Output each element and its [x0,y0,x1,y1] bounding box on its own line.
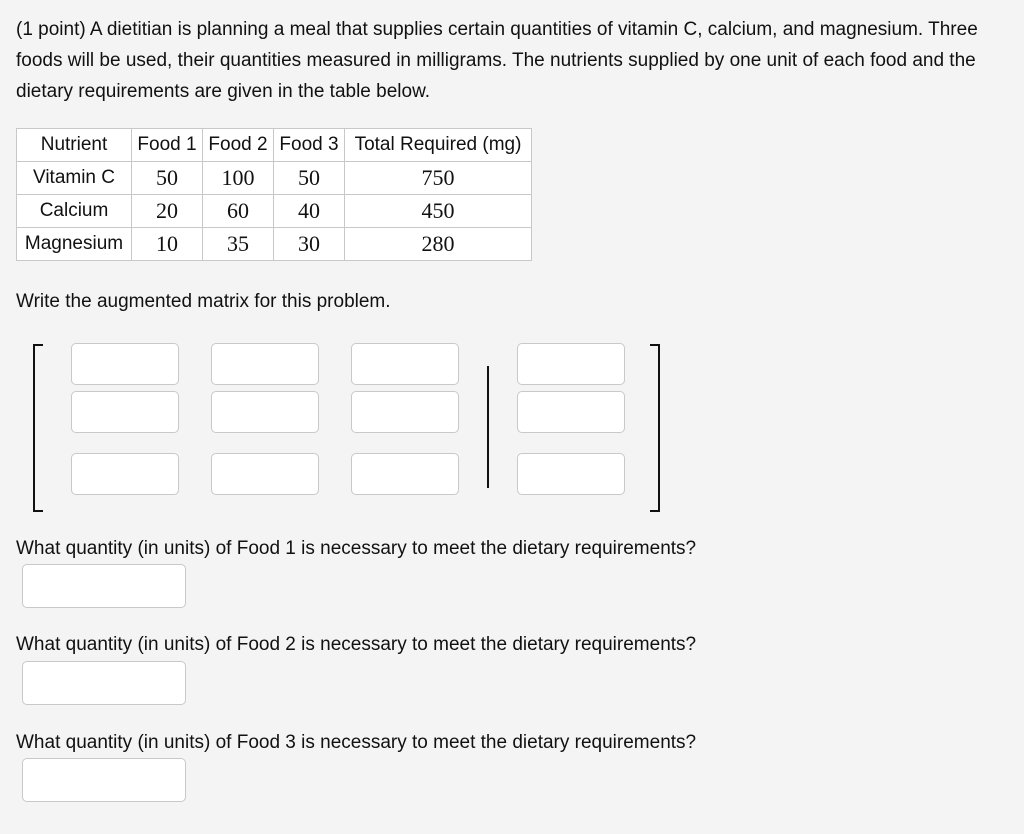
matrix-input-r2-c3[interactable] [351,391,459,433]
question-food-2: What quantity (in units) of Food 2 is necessary to meet the dietary requirements? [16,634,697,655]
column-header: Food 3 [274,129,345,162]
matrix-input-r3-rhs[interactable] [517,453,625,495]
left-bracket [33,344,43,512]
table-header-row [17,129,532,162]
table-cell: Calcium [17,195,132,228]
matrix-input-r1-c2[interactable] [211,343,319,385]
question-food-3: What quantity (in units) of Food 3 is necessary to meet the dietary requirements? [16,732,697,753]
table-cell: Vitamin C [17,162,132,195]
table-cell: Magnesium [17,228,132,261]
matrix-input-r2-rhs[interactable] [517,391,625,433]
table-cell: 750 [345,162,532,195]
column-header: Nutrient [17,129,132,162]
nutrient-table [16,128,532,261]
table-cell: 280 [345,228,532,261]
table-cell: 450 [345,195,532,228]
answer-input-food-2[interactable] [22,661,186,705]
table-row [17,162,532,195]
table-cell: 35 [203,228,274,261]
augmentation-bar [487,366,489,488]
matrix-input-r3-c3[interactable] [351,453,459,495]
right-bracket [650,344,660,512]
table-row [17,228,532,261]
column-header: Food 2 [203,129,274,162]
table-cell: 60 [203,195,274,228]
matrix-input-r2-c2[interactable] [211,391,319,433]
answer-input-food-1[interactable] [22,564,186,608]
table-cell: 40 [274,195,345,228]
table-cell: 10 [132,228,203,261]
matrix-input-r3-c2[interactable] [211,453,319,495]
matrix-input-r3-c1[interactable] [71,453,179,495]
column-header: Food 1 [132,129,203,162]
column-header: Total Required (mg) [345,129,532,162]
matrix-input-r2-c1[interactable] [71,391,179,433]
matrix-input-r1-c3[interactable] [351,343,459,385]
table-cell: 50 [132,162,203,195]
problem-statement: (1 point) A dietitian is planning a meal that supplies certain quantities of vitamin C, calcium, and magnesium. Three foods will be used, their quantities measured in milligrams. The nutrients supplied by one unit of each food and the dietary requirements are given in the table below. [16,19,978,102]
matrix-input-r1-rhs[interactable] [517,343,625,385]
question-food-1: What quantity (in units) of Food 1 is necessary to meet the dietary requirements? [16,538,697,559]
matrix-input-r1-c1[interactable] [71,343,179,385]
table-cell: 20 [132,195,203,228]
answer-input-food-3[interactable] [22,758,186,802]
matrix-prompt: Write the augmented matrix for this problem. [16,291,391,312]
table-row [17,195,532,228]
table-cell: 50 [274,162,345,195]
table-cell: 100 [203,162,274,195]
table-cell: 30 [274,228,345,261]
